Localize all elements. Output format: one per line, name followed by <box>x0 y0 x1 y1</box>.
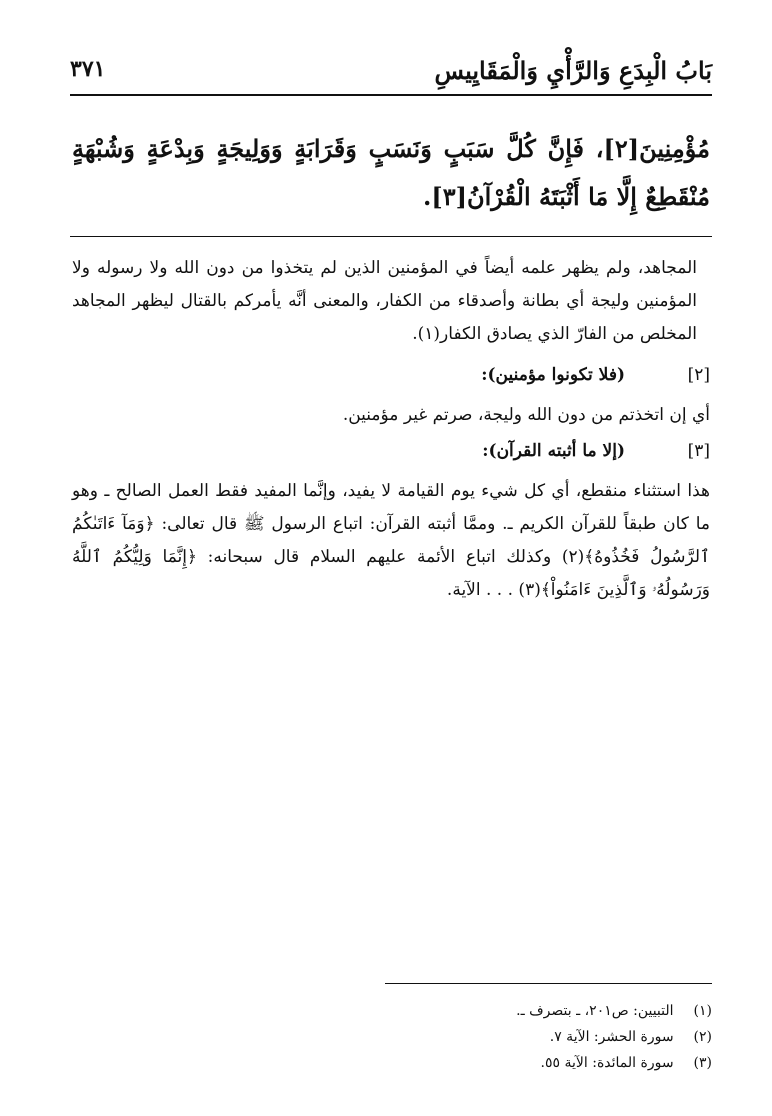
footnote <box>70 1024 712 1050</box>
page-number: ٣٧١ <box>70 56 106 82</box>
note-2-number: [٢] <box>687 365 710 385</box>
footnote <box>70 1050 712 1076</box>
chapter-title: بَابُ الْبِدَعِ وَالرَّأْيِ وَالْمَقَايِيسِ <box>434 56 712 85</box>
note-2-body: أي إن اتخذتم من دون الله وليجة، صرتم غير مؤمنين. <box>342 405 710 425</box>
footnote-rule <box>385 983 712 984</box>
note-3-number: [٣] <box>687 441 710 461</box>
footnote-number: (٣) <box>693 1055 712 1071</box>
main-separator <box>70 236 712 237</box>
footnote-text: سورة الحشر: الآية ٧. <box>549 1029 674 1045</box>
note-3-body: هذا استثناء منقطع، أي كل شيء يوم القيامة لا يفيد، وإنَّما المفيد فقط العمل الصالح ـ وهو ما كان طبقاً للقرآن الكريم ـ. وممَّا أثبته القرآن: اتباع الرسول ﷺ قال تعالى: ﴿وَمَآ ءَاتَىٰكُمُ ٱلرَّسُولُ فَخُذُوهُ﴾(٢) وكذلك اتباع الأئمة عليهم السلام قال سبحانه: ﴿إِنَّمَا وَلِيُّكُمُ ٱللَّهُ وَرَسُولُهُۥ وَٱلَّذِينَ ءَامَنُواْ﴾(٣) . . . الآية. <box>72 481 710 600</box>
footnote <box>70 998 712 1024</box>
footnote-number: (٢) <box>693 1029 712 1045</box>
footnote-text: التبيين: ص٢٠١، ـ بتصرف ـ. <box>516 1003 674 1019</box>
page-header <box>70 56 712 96</box>
note-2-title: (فلا تكونوا مؤمنين): <box>481 365 625 385</box>
footnote-text: سورة المائدة: الآية ٥٥. <box>540 1055 674 1071</box>
commentary-paragraph: المجاهد، ولم يظهر علمه أيضاً في المؤمنين الذين لم يتخذوا من دون الله ولا رسوله ولا المؤمنين وليجة أي بطانة وأصدقاء من الكفار، والمعنى أنَّه يأمركم بالقتال ليظهر المجاهد المخلص من الفارّ الذي يصادق الكفار(١). <box>72 258 697 344</box>
footnotes <box>70 998 712 1076</box>
note-2 <box>72 365 710 432</box>
note-3 <box>72 441 710 607</box>
note-3-title: (إلا ما أثبته القرآن): <box>482 441 625 461</box>
main-text: مُؤْمِنِينَ[٢]، فَإِنَّ كُلَّ سَبَبٍ وَنَسَبٍ وَقَرَابَةٍ وَوَلِيجَةٍ وَبِدْعَةٍ وَشُبْهَةٍ مُنْقَطِعٌ إِلَّا مَا أَثْبَتَهُ الْقُرْآنُ[٣]. <box>72 134 710 211</box>
footnote-number: (١) <box>693 1003 712 1019</box>
header-rule <box>70 94 712 96</box>
